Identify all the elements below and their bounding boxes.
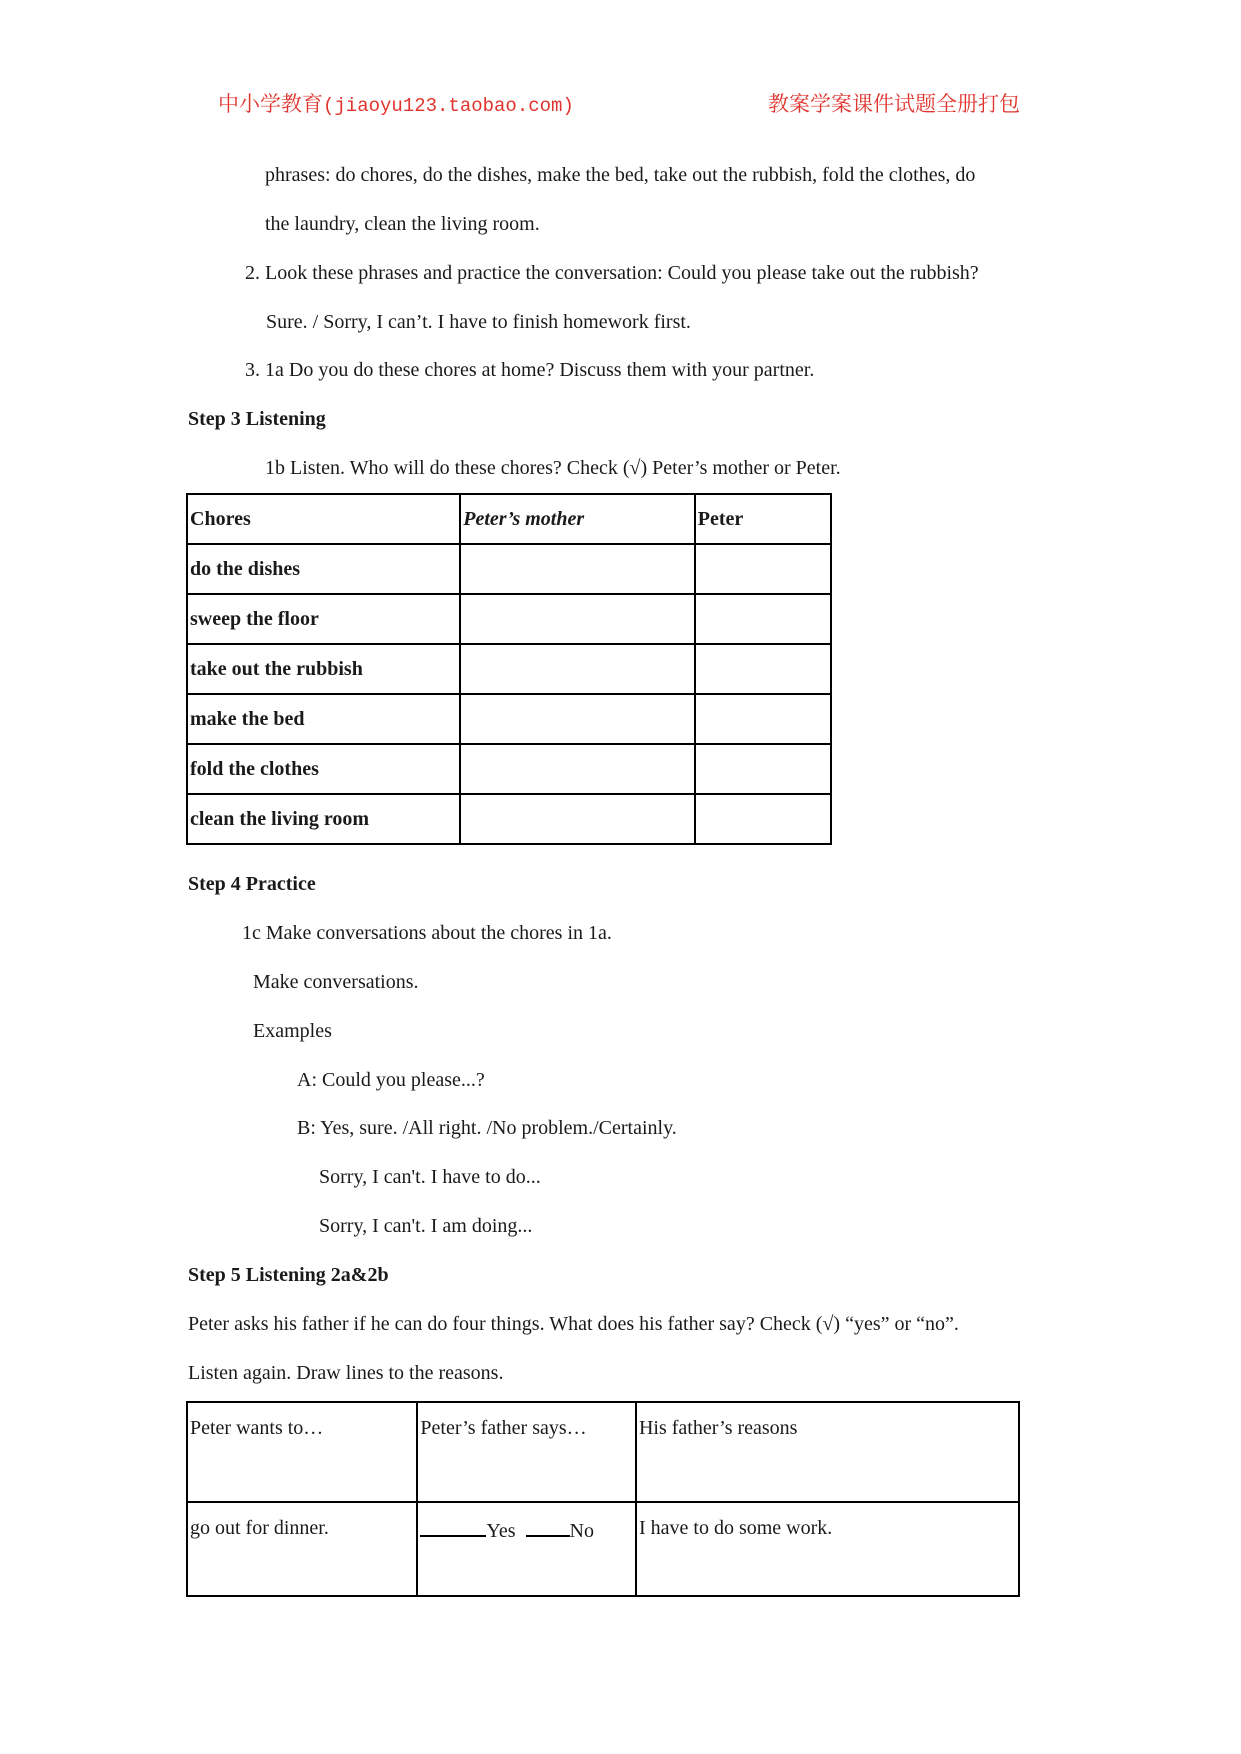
chore-cell: take out the rubbish [187, 644, 460, 694]
table-row [187, 1502, 1019, 1596]
table-header-cell: Peter [695, 494, 831, 544]
peter-check-cell[interactable] [695, 694, 831, 744]
no-label: No [569, 1520, 594, 1542]
text-line: Listen again. Draw lines to the reasons. [188, 1362, 504, 1384]
text-line: Sure. / Sorry, I can’t. I have to finish homework first. [266, 311, 691, 333]
header-left [218, 88, 574, 118]
chore-cell: make the bed [187, 694, 460, 744]
step-heading: Step 3 Listening [188, 408, 326, 430]
table-row [187, 694, 831, 744]
table-header-cell: Peter wants to… [187, 1402, 417, 1502]
yes-label: Yes [486, 1520, 516, 1542]
peter-check-cell[interactable] [695, 794, 831, 844]
chore-cell: clean the living room [187, 794, 460, 844]
text-line: A: Could you please...? [297, 1069, 485, 1091]
table-header-cell: His father’s reasons [636, 1402, 1019, 1502]
text-line: 2. Look these phrases and practice the conversation: Could you please take out the rubbish? [245, 262, 979, 284]
table-header-cell: Chores [187, 494, 460, 544]
mother-check-cell[interactable] [460, 544, 695, 594]
peter-check-cell[interactable] [695, 544, 831, 594]
table-row [187, 544, 831, 594]
mother-check-cell[interactable] [460, 794, 695, 844]
peter-check-cell[interactable] [695, 594, 831, 644]
text-line: Sorry, I can't. I have to do... [319, 1166, 541, 1188]
text-line: Examples [253, 1020, 332, 1042]
header-cn-title: 中小学教育 [218, 92, 323, 116]
text-line: phrases: do chores, do the dishes, make the bed, take out the rubbish, fold the clothes, do [265, 164, 976, 186]
father-says-table [186, 1401, 1020, 1597]
table-header-cell: Peter’s father says… [417, 1402, 636, 1502]
peter-check-cell[interactable] [695, 644, 831, 694]
chore-cell: do the dishes [187, 544, 460, 594]
mother-check-cell[interactable] [460, 744, 695, 794]
text-line: B: Yes, sure. /All right. /No problem./Certainly. [297, 1117, 677, 1139]
table-row [187, 594, 831, 644]
step-heading: Step 4 Practice [188, 873, 316, 895]
text-line: Make conversations. [253, 971, 419, 993]
yes-no-cell [417, 1502, 636, 1596]
text-line: the laundry, clean the living room. [265, 213, 540, 235]
step-heading: Step 5 Listening 2a&2b [188, 1264, 389, 1286]
table-row [187, 744, 831, 794]
mother-check-cell[interactable] [460, 644, 695, 694]
peter-check-cell[interactable] [695, 744, 831, 794]
want-cell: go out for dinner. [187, 1502, 417, 1596]
chores-table [186, 493, 832, 845]
header-url: (jiaoyu123.taobao.com) [323, 95, 574, 117]
text-line: Sorry, I can't. I am doing... [319, 1215, 533, 1237]
header-right: 教案学案课件试题全册打包 [768, 92, 1020, 116]
table-row [187, 794, 831, 844]
text-line: 3. 1a Do you do these chores at home? Discuss them with your partner. [245, 359, 815, 381]
text-line: 1c Make conversations about the chores in 1a. [242, 922, 612, 944]
table-header-row [187, 1402, 1019, 1502]
mother-check-cell[interactable] [460, 694, 695, 744]
text-line: 1b Listen. Who will do these chores? Check (√) Peter’s mother or Peter. [265, 457, 841, 479]
yes-blank[interactable] [420, 1517, 486, 1537]
chore-cell: sweep the floor [187, 594, 460, 644]
chore-cell: fold the clothes [187, 744, 460, 794]
table-header-cell: Peter’s mother [460, 494, 695, 544]
table-header-row [187, 494, 831, 544]
table-row [187, 644, 831, 694]
no-blank[interactable] [526, 1517, 570, 1537]
mother-check-cell[interactable] [460, 594, 695, 644]
text-line: Peter asks his father if he can do four things. What does his father say? Check (√) “yes” or “no”. [188, 1313, 959, 1335]
reason-cell: I have to do some work. [636, 1502, 1019, 1596]
